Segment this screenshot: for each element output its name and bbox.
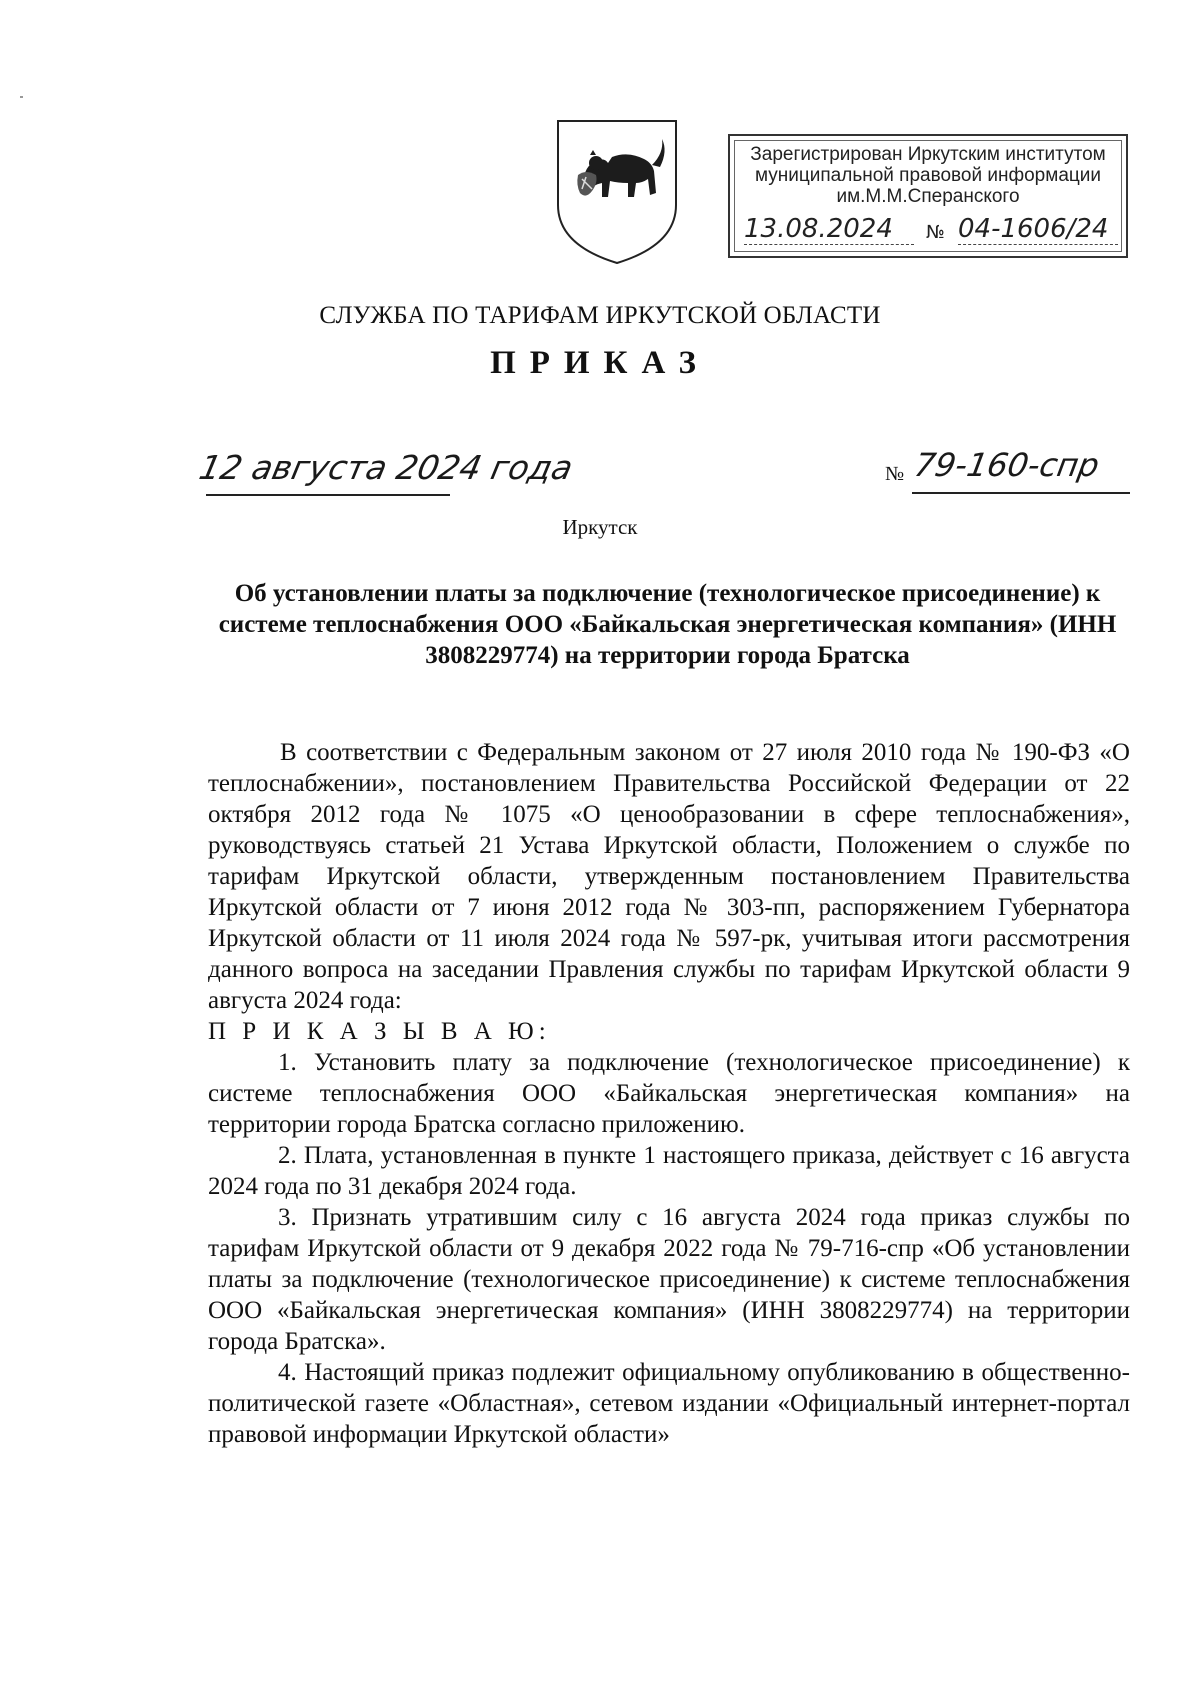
number-underline: [912, 492, 1130, 494]
order-word: П Р И К А З Ы В А Ю:: [208, 1018, 551, 1045]
document-title: Об установлении платы за подключение (технологическое присоединение) к системе теплоснабжения ООО «Байкальская энергетическая компания» (ИНН 3808229774) на территории города Братска: [218, 580, 1117, 669]
order-item-2: 2. Плата, установленная в пункте 1 настоящего приказа, действует с 16 августа 2024 года по 31 декабря 2024 года.: [208, 1142, 1130, 1200]
city: Иркутск: [562, 515, 638, 539]
date-underline: [206, 494, 450, 496]
stamp-line-2: муниципальной правовой информации: [755, 165, 1101, 186]
order-date: 12 августа 2024 года: [195, 448, 577, 487]
order-number: 79-160-спр: [911, 446, 1103, 484]
document-body: [208, 737, 1130, 1450]
registration-stamp: [728, 134, 1128, 258]
order-item-3: 3. Признать утратившим силу с 16 августа 2024 года приказ службы по тарифам Иркутской области от 9 декабря 2022 года № 79-716-спр «Об установлении платы за подключение (технологическое присоединение) к системе теплоснабжения ООО «Байкальская энергетическая компания» (ИНН 3808229774) на территории города Братска».: [208, 1204, 1130, 1355]
order-item-4: 4. Настоящий приказ подлежит официальному опубликованию в общественно-политической газете «Областная», сетевом издании «Официальный интернет-портал правовой информации Иркутской области»: [208, 1359, 1130, 1448]
preamble: В соответствии с Федеральным законом от 27 июля 2010 года № 190-ФЗ «О теплоснабжении», постановлением Правительства Российской Федерации от 22 октября 2012 года № 1075 «О ценообразовании в сфере теплоснабжения», руководствуясь статьей 21 Устава Иркутской области, Положением о службе по тарифам Иркутской области, утвержденным постановлением Правительства Иркутской области от 7 июня 2012 года № 303-пп, распоряжением Губернатора Иркутской области от 11 июля 2024 года № 597-рк, учитывая итоги рассмотрения данного вопроса на заседании Правления службы по тарифам Иркутской области 9 августа 2024 года:: [208, 739, 1130, 1014]
stamp-line-3: им.М.М.Сперанского: [836, 186, 1020, 207]
stamp-line-1: Зарегистрирован Иркутским институтом: [750, 144, 1106, 165]
order-item-1: 1. Установить плату за подключение (технологическое присоединение) к системе теплоснабжения ООО «Байкальская энергетическая компания» на территории города Братска согласно приложению.: [208, 1049, 1130, 1138]
scan-speck: [20, 96, 23, 98]
stamp-number-label: №: [926, 222, 945, 243]
stamp-registration-number: 04-1606/24: [958, 214, 1118, 245]
irkutsk-coat-of-arms-icon: [552, 117, 682, 267]
order-number-label: №: [885, 463, 905, 485]
organization-name: СЛУЖБА ПО ТАРИФАМ ИРКУТСКОЙ ОБЛАСТИ: [319, 302, 881, 329]
stamp-registration-date: 13.08.2024: [744, 214, 914, 245]
document-type: ПРИКАЗ: [490, 345, 710, 381]
